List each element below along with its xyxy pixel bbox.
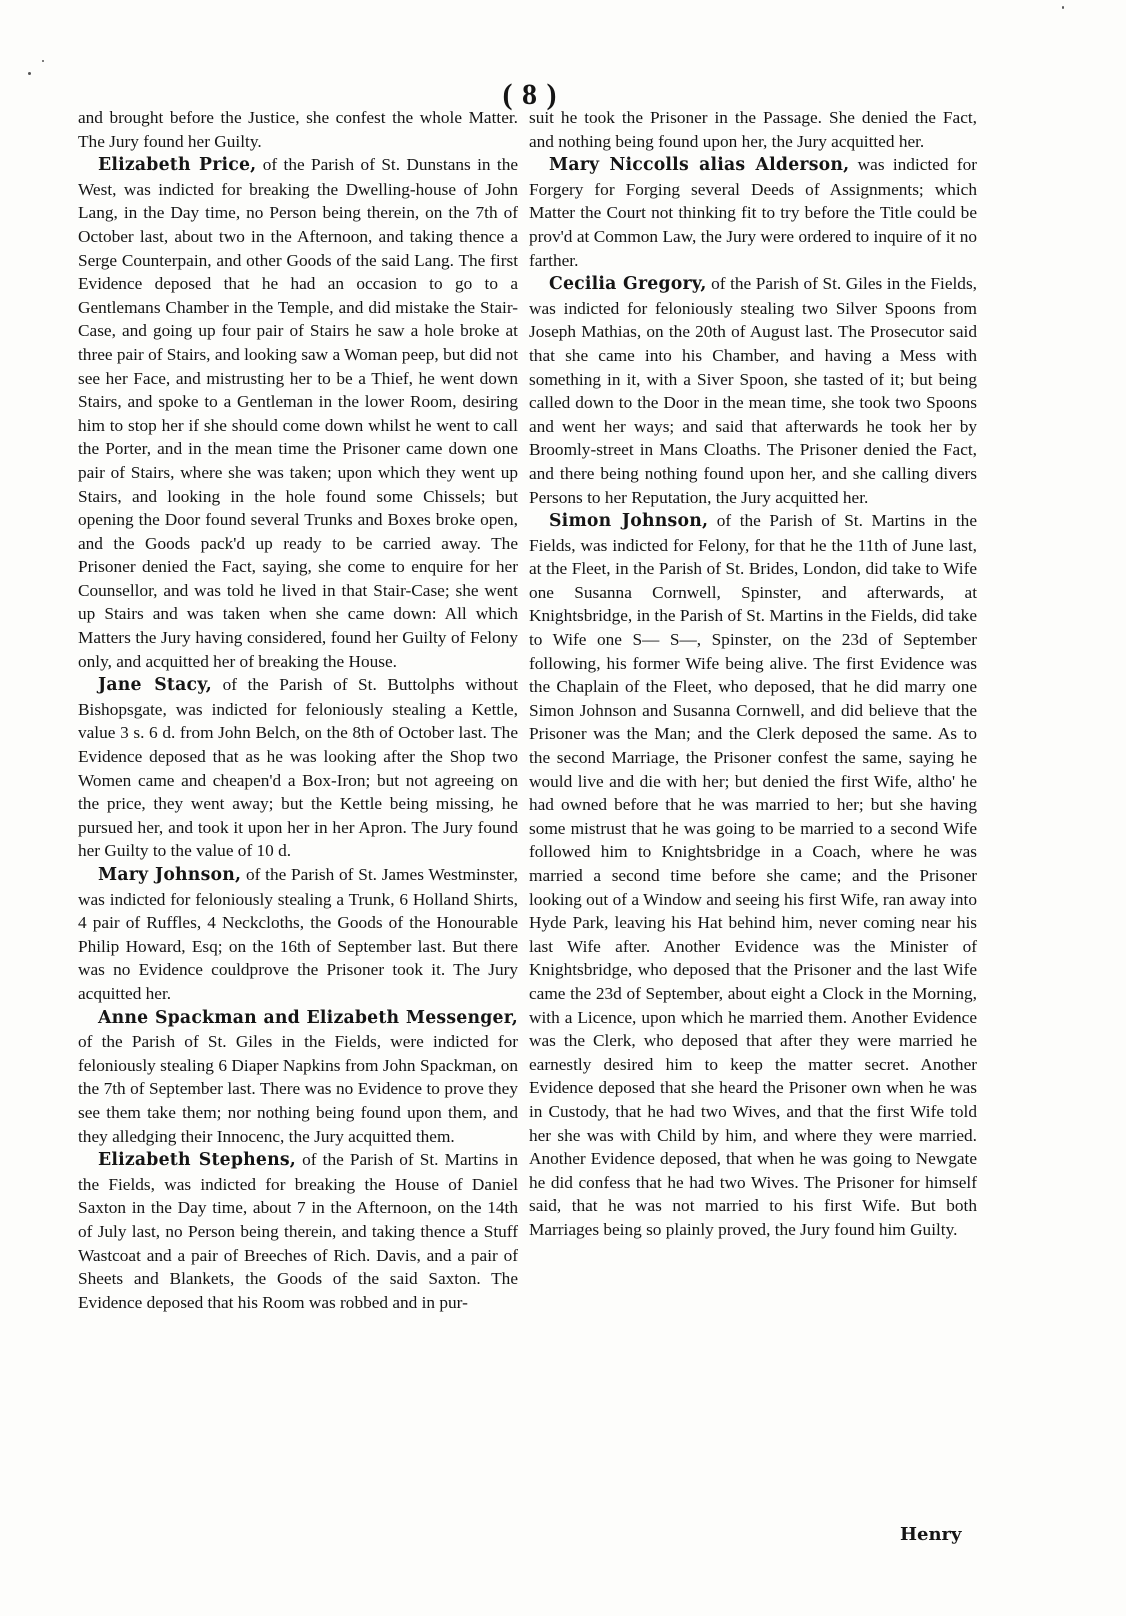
defendant-name: Simon Johnson, [549,511,709,532]
trial-entry [529,153,977,272]
trial-entry [529,272,977,509]
entry-text: of the Parish of St. Martins in the Fields, was indicted for breaking the House of Daniel Saxton in the Day time, about 7 in the Afternoon, on the 14th of July last, no Person being therein, and taking thence a Stuff Wastcoat and a pair of Breeches of Rich. Davis, and a pair of Sheets and Blankets, the Goods of the said Saxton. The Evidence deposed that his Room was robbed and in pur- [78,1150,518,1312]
entry-text: suit he took the Prisoner in the Passage. She denied the Fact, and nothing being found upon her, the Jury acquitted her. [529,108,977,151]
catchword: Henry [900,1524,962,1545]
page-number: ( 8 ) [502,78,558,111]
scan-speck [28,72,31,75]
trial-entry [78,673,518,863]
right-column [529,106,977,1242]
entry-text: of the Parish of St. Martins in the Fields, was indicted for Felony, for that he the 11th of June last, at the Fleet, in the Parish of St. Brides, London, did take to Wife one Susanna Cornwell, Spinster, and afterwards, at Knightsbridge, in the Parish of St. Martins in the Fields, did take to Wife one S— S—, Spinster, on the 23d of September following, his former Wife being alive. The first Evidence was the Chaplain of the Fleet, who deposed, that he did marry one Simon Johnson and Susanna Cornwell, and did believe that the Prisoner was the Man; and the Clerk deposed the same. As to the second Marriage, the Prisoner confest the same, saying he would live and die with her; but denied the first Wife, altho' he had owned before that he was married to her; but she having some mistrust that he was going to be married to a second Wife followed him to Knightsbridge in a Coach, where he was married a second time before she came; and the Prisoner looking out of a Window and seeing his first Wife, ran away into Hyde Park, leaving his Hat behind him, never coming near his last Wife after. Another Evidence was the Minister of Knightsbridge, who deposed that the Prisoner and the last Wife came the 23d of September, about eight a Clock in the Morning, with a Licence, upon which he married them. Another Evidence was the Clerk, who deposed that after they were married he earnestly desired him to keep the matter secret. Another Evidence deposed that she heard the Prisoner own when he was in Custody, that he had two Wives, and that the first Wife told her she was with Child by him, and where they were married. Another Evidence deposed, that when he was going to Newgate he did confess that he had two Wives. The Prisoner for himself said, that he was not married to his first Wife. But both Marriages being so plainly proved, the Jury found him Guilty. [529,511,977,1239]
defendant-name: Mary Johnson, [98,865,242,885]
trial-entry [78,863,518,1006]
defendant-name: Anne Spackman and Elizabeth Messenger, [98,1007,518,1028]
defendant-name: Elizabeth Price, [98,155,257,176]
entry-text: and brought before the Justice, she confest the whole Matter. The Jury found her Guilty. [78,108,518,151]
scan-speck [42,60,44,62]
entry-text: of the Parish of St. Giles in the Fields, were indicted for feloniously stealing 6 Diaper Napkins from John Spackman, on the 7th of September last. There was no Evidence to prove they see them take them; nor nothing being found upon them, and they alledging their Innocenc, the Jury acquitted them. [78,1032,518,1146]
trial-entry [78,1148,518,1314]
defendant-name: Cecilia Gregory, [549,274,707,295]
left-column [78,106,518,1314]
trial-entry [529,509,977,1241]
defendant-name: Mary Niccolls alias Alderson, [549,155,850,176]
continued-paragraph [529,106,977,153]
entry-text: of the Parish of St. Buttolphs without Bishopsgate, was indicted for feloniously stealing a Kettle, value 3 s. 6 d. from John Belch, on the 8th of October last. The Evidence deposed that as he was looking after the Shop two Women came and cheapen'd a Box-Iron; but not agreeing on the price, they went away; but the Kettle being missing, he pursued her, and took it upon her in her Apron. The Jury found her Guilty to the value of 10 d. [78,675,518,861]
trial-entry [78,1006,518,1149]
entry-text: of the Parish of St. James Westminster, was indicted for feloniously stealing a Trunk, 6 Holland Shirts, 4 pair of Ruffles, 4 Neckcloths, the Goods of the Honourable Philip Howard, Esq; on the 16th of September last. But there was no Evidence couldprove the Prisoner took it. The Jury acquitted her. [78,865,518,1003]
scan-speck [1062,6,1064,9]
defendant-name: Jane Stacy, [98,675,213,696]
trial-entry [78,153,518,673]
continued-paragraph [78,106,518,153]
entry-text: of the Parish of St. Dunstans in the West, was indicted for breaking the Dwelling-house of John Lang, in the Day time, no Person being therein, on the 7th of October last, about two in the Afternoon, and taking thence a Serge Counterpain, and other Goods of the said Lang. The first Evidence deposed that he had an occasion to go to a Gentlemans Chamber in the Temple, and did mistake the Stair-Case, and going up four pair of Stairs he saw a hole broke at three pair of Stairs, and looking saw a Woman peep, but did not see her Face, and mistrusting her to be a Thief, he went down Stairs, and spoke to a Gentleman in the lower Room, desiring him to stop her if she should come down whilst he went to call the Porter, and in the mean time the Prisoner came down one pair of Stairs, where she was taken; upon which they went up Stairs, and looking in the hole found some Chissels; but opening the Door found several Trunks and Boxes broke open, and the Goods pack'd up ready to be carried away. The Prisoner denied the Fact, saying, she come to enquire for her Counsellor, and was told he lived in that Stair-Case; she went up Stairs and was taken when she came down: All which Matters the Jury having considered, found her Guilty of Felony only, and acquitted her of breaking the House. [78,155,519,671]
defendant-name: Elizabeth Stephens, [98,1150,296,1171]
entry-text: of the Parish of St. Giles in the Fields, was indicted for feloniously stealing two Silver Spoons from Joseph Mathias, on the 20th of August last. The Prosecutor said that she came into his Chamber, and having a Mess with something in it, with a Siver Spoon, she tasted of it; but being called down to the Door in the mean time, she took two Spoons and went her ways; and said that afterwards he took her by Broomly-street in Mans Cloaths. The Prisoner denied the Fact, and there being nothing found upon her, and she calling divers Persons to her Reputation, the Jury acquitted her. [529,274,977,507]
entry-text: was indicted for Forgery for Forging several Deeds of Assignments; which Matter the Court not thinking fit to try before the Title could be prov'd at Common Law, the Jury were ordered to inquire of it no farther. [529,155,978,270]
